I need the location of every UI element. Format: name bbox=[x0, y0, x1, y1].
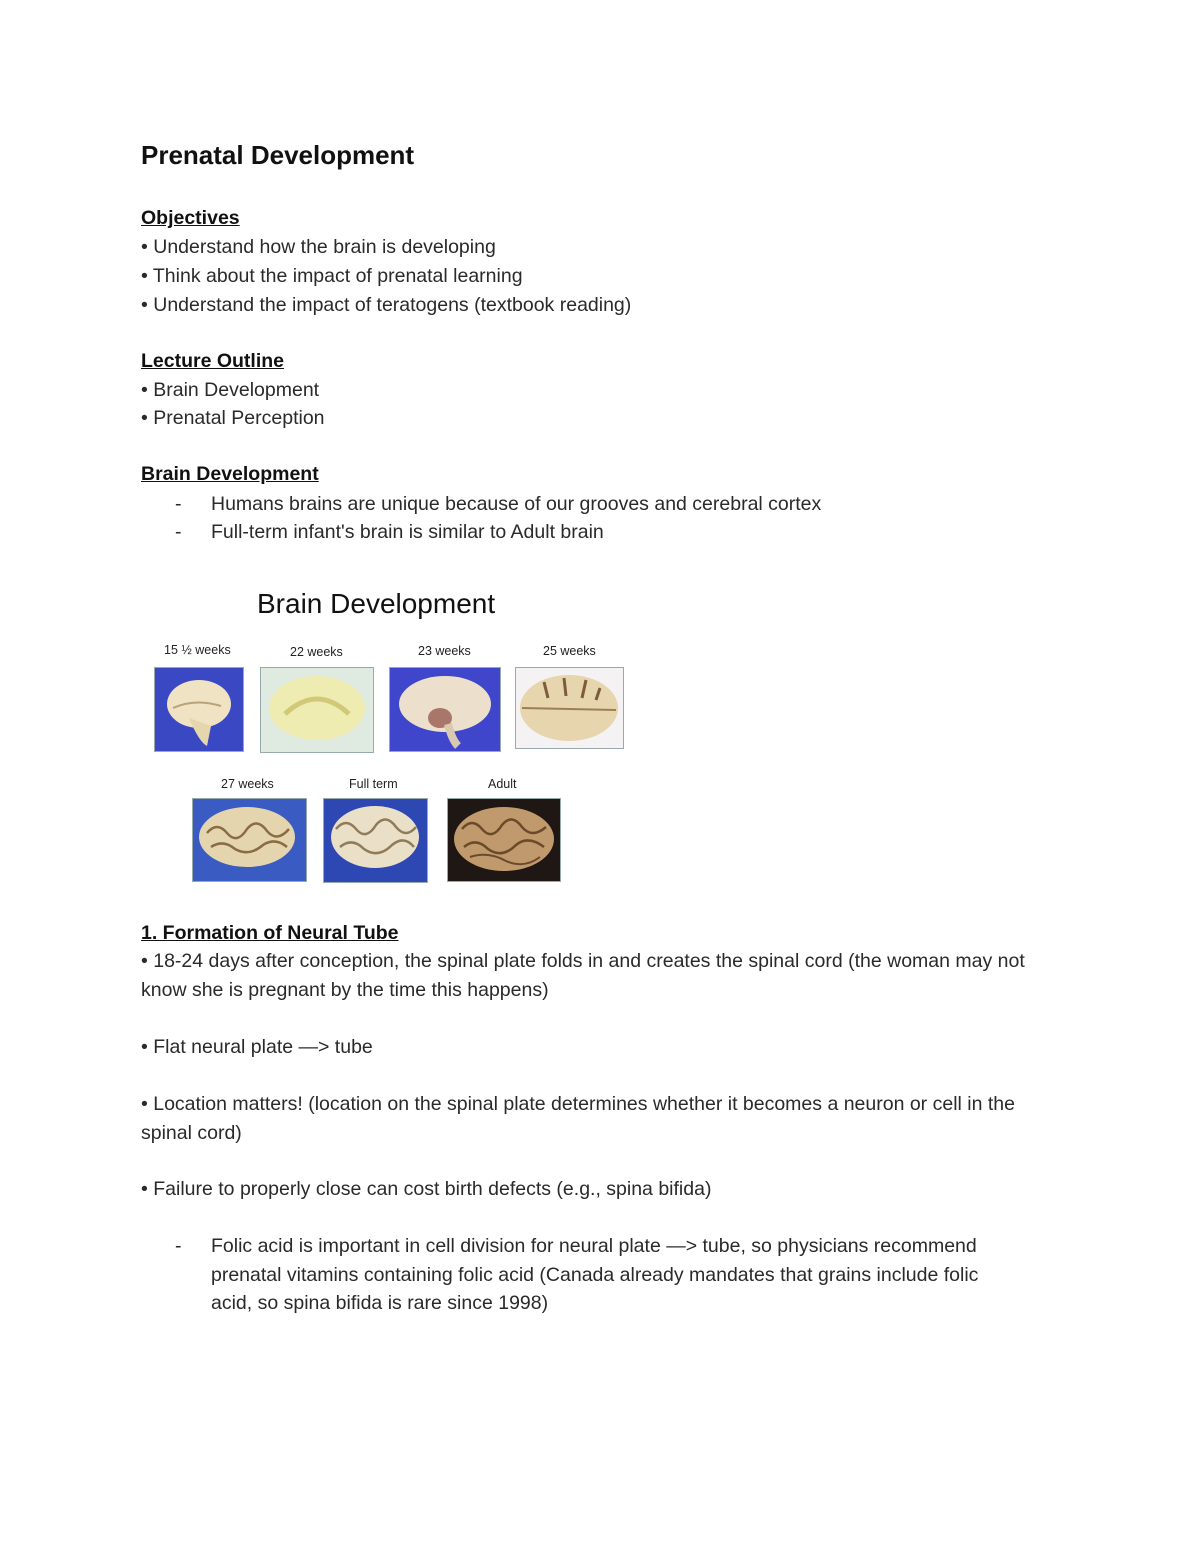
neural-tube-heading: 1. Formation of Neural Tube bbox=[141, 922, 399, 944]
figure-title: Brain Development bbox=[257, 588, 496, 619]
neural-tube-paragraph-4: • Failure to properly close can cost birth defects (e.g., spina bifida) bbox=[141, 1178, 712, 1200]
dash-marker: - bbox=[175, 521, 182, 543]
neural-tube-paragraph-3: • Location matters! (location on the spinal plate determines whether it becomes a neuron or cell in the spinal cord) bbox=[141, 1093, 1015, 1144]
outline-item-1: • Brain Development bbox=[141, 379, 320, 401]
dash-marker: - bbox=[175, 493, 182, 515]
neural-tube-paragraph-1: • 18-24 days after conception, the spinal plate folds in and creates the spinal cord (the woman may not know she is pregnant by the time this happens) bbox=[141, 950, 1025, 1001]
folic-acid-text: Folic acid is important in cell division for neural plate —> tube, so physicians recommend prenatal vitamins containing folic acid (Canada already mandates that grains include folic acid, so spina bifida is rare since 1998) bbox=[211, 1235, 979, 1314]
brain-development-figure bbox=[141, 580, 641, 890]
caption-full-term: Full term bbox=[349, 777, 398, 791]
brain-development-heading: Brain Development bbox=[141, 463, 319, 485]
objective-item-1: • Understand how the brain is developing bbox=[141, 236, 496, 258]
caption-22-weeks: 22 weeks bbox=[290, 645, 343, 659]
caption-23-weeks: 23 weeks bbox=[418, 644, 471, 658]
outline-item-2: • Prenatal Perception bbox=[141, 407, 325, 429]
brain-photo-icon bbox=[192, 798, 307, 882]
brain-dev-item-1-text: Humans brains are unique because of our grooves and cerebral cortex bbox=[211, 493, 822, 515]
dash-marker: - bbox=[175, 1235, 182, 1257]
brain-photo-icon bbox=[154, 667, 244, 752]
lecture-outline-heading: Lecture Outline bbox=[141, 350, 285, 372]
brain-photo-icon bbox=[260, 667, 374, 753]
brain-photo-icon bbox=[389, 667, 501, 752]
neural-tube-paragraph-2: • Flat neural plate —> tube bbox=[141, 1036, 373, 1058]
caption-27-weeks: 27 weeks bbox=[221, 777, 274, 791]
brain-photo-icon bbox=[323, 798, 428, 883]
caption-15-weeks: 15 ½ weeks bbox=[164, 643, 231, 657]
page-title: Prenatal Development bbox=[141, 140, 415, 170]
objective-item-3: • Understand the impact of teratogens (textbook reading) bbox=[141, 294, 632, 316]
caption-25-weeks: 25 weeks bbox=[543, 644, 596, 658]
brain-photo-icon bbox=[515, 667, 624, 749]
objective-item-2: • Think about the impact of prenatal learning bbox=[141, 265, 523, 287]
objectives-heading: Objectives bbox=[141, 207, 240, 229]
caption-adult: Adult bbox=[488, 777, 517, 791]
brain-dev-item-2-text: Full-term infant's brain is similar to Adult brain bbox=[211, 521, 604, 543]
brain-photo-icon bbox=[447, 798, 561, 882]
